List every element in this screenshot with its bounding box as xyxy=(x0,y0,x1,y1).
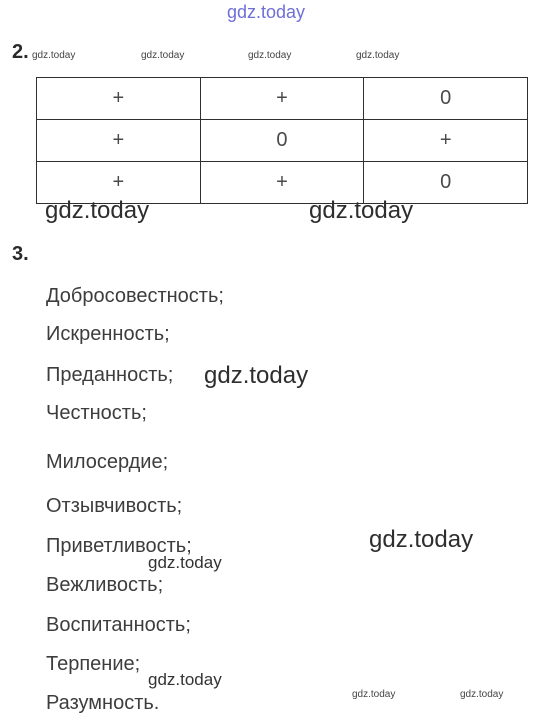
list-item: Честность; xyxy=(46,402,147,424)
list-item: Терпение; xyxy=(46,653,141,675)
watermark-small: gdz.today xyxy=(460,689,504,700)
table-cell: + xyxy=(200,78,364,120)
list-item: Отзывчивость; xyxy=(46,495,183,517)
watermark-small: gdz.today xyxy=(352,689,396,700)
table-row xyxy=(37,120,528,162)
table-cell: + xyxy=(364,120,528,162)
answer-table xyxy=(36,77,528,204)
table-row xyxy=(37,78,528,120)
watermark-large: gdz.today xyxy=(369,526,474,553)
list-item: Разумность. xyxy=(46,692,160,714)
list-item: Искренность; xyxy=(46,323,170,345)
list-item: Преданность; xyxy=(46,364,174,386)
watermark-large: gdz.today xyxy=(309,197,414,224)
watermark-medium: gdz.today xyxy=(148,670,222,689)
table-cell: 0 xyxy=(364,78,528,120)
table-cell: 0 xyxy=(364,162,528,204)
section-2-number: 2. xyxy=(12,41,29,63)
watermark-small: gdz.today xyxy=(356,50,400,61)
table-cell: + xyxy=(37,162,201,204)
watermark-small: gdz.today xyxy=(248,50,292,61)
watermark-large: gdz.today xyxy=(45,197,150,224)
table-cell: 0 xyxy=(200,120,364,162)
list-item: Милосердие; xyxy=(46,451,169,473)
watermark-medium: gdz.today xyxy=(148,553,222,572)
watermark-top: gdz.today xyxy=(227,2,306,22)
table-cell: + xyxy=(37,78,201,120)
list-item: Добросовестность; xyxy=(46,285,224,307)
list-item: Приветливость; xyxy=(46,535,192,557)
table-cell: + xyxy=(200,162,364,204)
watermark-large: gdz.today xyxy=(204,362,309,389)
table-cell: + xyxy=(37,120,201,162)
watermark-small: gdz.today xyxy=(32,50,76,61)
section-3-number: 3. xyxy=(12,243,29,265)
watermark-small: gdz.today xyxy=(141,50,185,61)
list-item: Воспитанность; xyxy=(46,614,191,636)
list-item: Вежливость; xyxy=(46,574,164,596)
